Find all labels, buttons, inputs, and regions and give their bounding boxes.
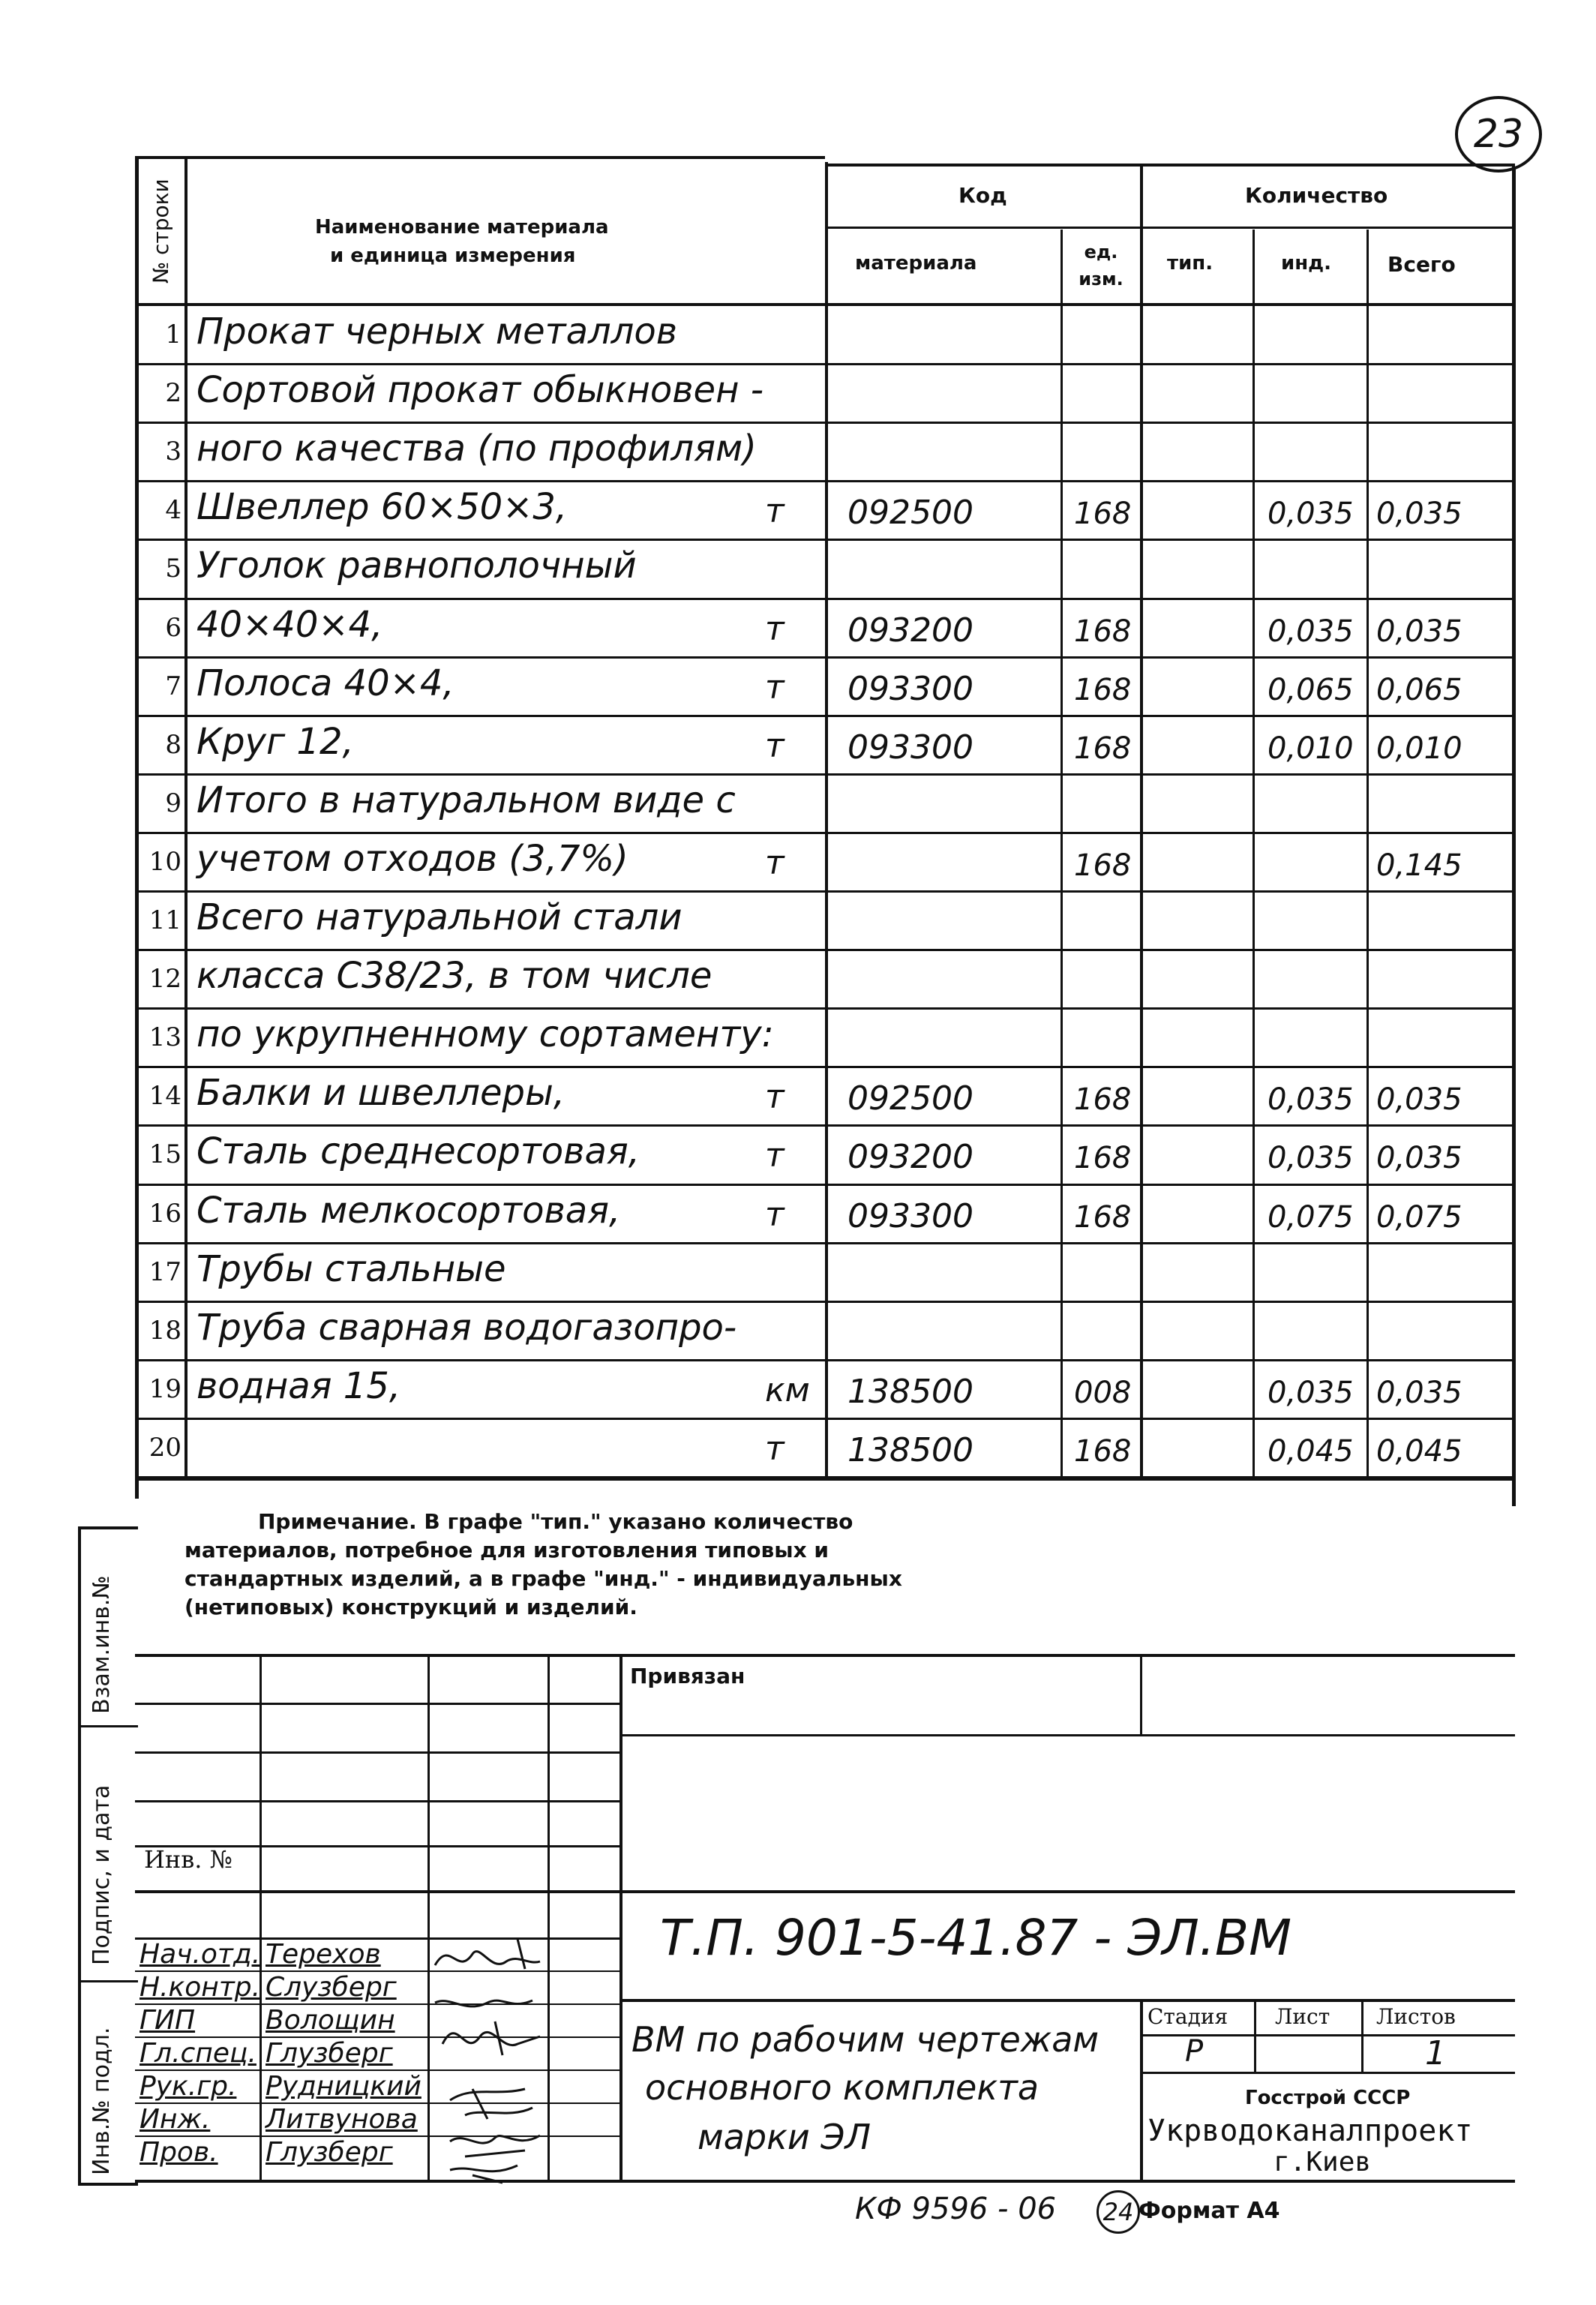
row-code: 093200 bbox=[848, 611, 974, 650]
row-code: 093300 bbox=[848, 728, 974, 767]
stamp-stage-label: Стадия bbox=[1148, 2004, 1228, 2029]
stamp-designation: Т.П. 901-5-41.87 - ЭЛ.ВМ bbox=[660, 1909, 1292, 1967]
stamp-role: Гл.спец. bbox=[140, 2038, 256, 2069]
row-number: 10 bbox=[148, 846, 182, 877]
row-number: 9 bbox=[165, 788, 182, 818]
row-unit-code: 168 bbox=[1074, 1199, 1132, 1235]
side-label-inv: Инв.№ подл. bbox=[88, 2027, 115, 2175]
row-qty-total: 0,035 bbox=[1376, 497, 1462, 532]
row-code: 093200 bbox=[848, 1138, 974, 1177]
header-qty-typ: тип. bbox=[1167, 252, 1214, 275]
row-qty-ind: 0,035 bbox=[1268, 1082, 1354, 1118]
note-line-4: (нетиповых) конструкций и изделий. bbox=[184, 1595, 638, 1619]
row-code: 138500 bbox=[848, 1372, 974, 1411]
row-name: Балки и швеллеры, bbox=[196, 1072, 566, 1115]
stamp-role-name: Глузберг bbox=[266, 2038, 393, 2069]
row-code: 093300 bbox=[848, 1196, 974, 1235]
stamp-inv-no: Инв. № bbox=[144, 1845, 232, 1874]
header-code-material: материала bbox=[855, 252, 977, 275]
row-name: Итого в натуральном виде с bbox=[196, 779, 736, 821]
header-row-number: № строки bbox=[148, 179, 173, 284]
row-name: Сортовой прокат обыкновен - bbox=[196, 369, 764, 412]
stamp-org-line1: Госстрой СССР bbox=[1245, 2087, 1411, 2109]
row-number: 16 bbox=[148, 1198, 182, 1229]
row-qty-ind: 0,035 bbox=[1268, 1141, 1354, 1176]
row-code: 138500 bbox=[848, 1430, 974, 1469]
row-qty-total: 0,035 bbox=[1376, 1141, 1462, 1176]
header-name-line1: Наименование материала bbox=[315, 216, 609, 239]
row-name: Круг 12, bbox=[196, 720, 354, 763]
row-number: 4 bbox=[165, 495, 182, 526]
stamp-title-line1: ВМ по рабочим чертежам bbox=[632, 2019, 1100, 2060]
stamp-role-name: Глузберг bbox=[266, 2137, 393, 2168]
header-qty-total: Всего bbox=[1388, 252, 1456, 277]
row-number: 17 bbox=[148, 1256, 182, 1287]
row-name: по укрупненному сортаменту: bbox=[196, 1013, 774, 1056]
stamp-sheets-label: Листов bbox=[1376, 2004, 1456, 2029]
header-name-line2: и единица измерения bbox=[330, 245, 576, 267]
row-number: 5 bbox=[165, 554, 182, 584]
row-name: Сталь мелкосортовая, bbox=[196, 1189, 621, 1232]
row-qty-total: 0,035 bbox=[1376, 1082, 1462, 1118]
row-name: ного качества (по профилям) bbox=[196, 428, 757, 470]
row-qty-ind: 0,045 bbox=[1268, 1433, 1354, 1469]
row-unit: т bbox=[765, 726, 784, 765]
note-line-2: материалов, потребное для изготовления типовых и bbox=[184, 1538, 829, 1562]
row-code: 092500 bbox=[848, 494, 974, 533]
row-unit: т bbox=[765, 609, 784, 648]
stamp-role: Пров. bbox=[140, 2137, 218, 2168]
side-label-vzam: Взам.инв.№ bbox=[88, 1575, 115, 1714]
row-qty-total: 0,075 bbox=[1376, 1199, 1462, 1235]
stamp-sheets-value: 1 bbox=[1425, 2034, 1446, 2072]
page-number bbox=[1455, 96, 1542, 173]
stamp-role: ГИП bbox=[140, 2005, 196, 2036]
row-unit-code: 168 bbox=[1074, 672, 1132, 707]
signatures bbox=[420, 1931, 570, 2186]
stamp-role-name: Литвунова bbox=[266, 2104, 418, 2135]
row-number: 19 bbox=[148, 1373, 182, 1404]
row-qty-total: 0,145 bbox=[1376, 848, 1462, 883]
row-unit-code: 168 bbox=[1074, 614, 1132, 649]
stamp-role: Инж. bbox=[140, 2104, 211, 2135]
stamp-role-name: Слузберг bbox=[266, 1972, 397, 2003]
row-unit-code: 168 bbox=[1074, 1082, 1132, 1118]
row-name: Прокат черных металлов bbox=[196, 311, 677, 353]
row-number: 7 bbox=[165, 671, 182, 701]
row-unit-code: 168 bbox=[1074, 1141, 1132, 1176]
note-line-3: стандартных изделий, а в графе "инд." - индивидуальных bbox=[184, 1566, 902, 1591]
row-name: Сталь среднесортовая, bbox=[196, 1130, 640, 1173]
row-number: 20 bbox=[148, 1432, 182, 1463]
row-qty-ind: 0,010 bbox=[1268, 731, 1354, 766]
row-unit: т bbox=[765, 1078, 784, 1117]
row-unit: км bbox=[765, 1370, 810, 1409]
row-number: 8 bbox=[165, 729, 182, 760]
row-qty-ind: 0,035 bbox=[1268, 497, 1354, 532]
header-qty-ind: инд. bbox=[1281, 252, 1332, 275]
row-code: 092500 bbox=[848, 1079, 974, 1118]
row-number: 11 bbox=[148, 905, 182, 935]
row-name: Полоса 40×4, bbox=[196, 662, 454, 704]
row-qty-ind: 0,035 bbox=[1268, 614, 1354, 649]
stamp-role: Н.контр. bbox=[140, 1972, 261, 2003]
row-number: 1 bbox=[165, 320, 182, 350]
row-qty-ind: 0,065 bbox=[1268, 672, 1354, 707]
stamp-role: Нач.отд. bbox=[140, 1939, 261, 1970]
row-number: 3 bbox=[165, 437, 182, 467]
header-code-unit: ед. изм. bbox=[1078, 242, 1124, 290]
row-name: Уголок равнополочный bbox=[196, 545, 637, 587]
row-qty-total: 0,065 bbox=[1376, 672, 1462, 707]
side-label-podpis: Подпис, и дата bbox=[88, 1784, 115, 1965]
footer-code: КФ 9596 - 06 bbox=[855, 2192, 1057, 2226]
row-unit-code: 168 bbox=[1074, 848, 1132, 883]
footer-circled-text: 24 bbox=[1102, 2198, 1134, 2226]
note-line-1: Примечание. В графе "тип." указано количество bbox=[258, 1509, 854, 1534]
row-unit: т bbox=[765, 1429, 784, 1468]
row-unit-code: 168 bbox=[1074, 1433, 1132, 1469]
row-number: 12 bbox=[148, 964, 182, 995]
row-unit: т bbox=[765, 1195, 784, 1234]
row-qty-total: 0,045 bbox=[1376, 1433, 1462, 1469]
row-unit-code: 168 bbox=[1074, 731, 1132, 766]
row-name: 40×40×4, bbox=[196, 603, 383, 646]
stamp-role-name: Терехов bbox=[266, 1939, 381, 1970]
row-qty-total: 0,035 bbox=[1376, 614, 1462, 649]
stamp-role-name: Волощин bbox=[266, 2005, 395, 2036]
row-name: Всего натуральной стали bbox=[196, 896, 682, 938]
stamp-org-line3: г.Киев bbox=[1274, 2147, 1372, 2177]
row-unit: т bbox=[765, 668, 784, 707]
footer-circled-number bbox=[1096, 2190, 1140, 2234]
header-quantity: Количество bbox=[1245, 183, 1388, 208]
row-number: 2 bbox=[165, 378, 182, 409]
row-name: Труба сварная водогазопро- bbox=[196, 1306, 737, 1349]
row-code: 093300 bbox=[848, 669, 974, 708]
stamp-stage-value: Р bbox=[1185, 2034, 1204, 2069]
row-name: Трубы стальные bbox=[196, 1247, 506, 1290]
row-unit: т bbox=[765, 843, 784, 882]
row-number: 13 bbox=[148, 1022, 182, 1053]
stamp-role: Рук.гр. bbox=[140, 2071, 237, 2102]
row-name: учетом отходов (3,7%) bbox=[196, 837, 628, 880]
row-unit-code: 168 bbox=[1074, 497, 1132, 532]
stamp-title-line2: основного комплекта bbox=[645, 2067, 1040, 2108]
row-qty-total: 0,035 bbox=[1376, 1375, 1462, 1410]
row-unit-code: 008 bbox=[1074, 1375, 1132, 1410]
row-number: 18 bbox=[148, 1315, 182, 1346]
row-unit: т bbox=[765, 1136, 784, 1175]
header-code: Код bbox=[958, 183, 1007, 208]
row-name: класса С38/23, в том числе bbox=[196, 955, 712, 998]
stamp-sheet-label: Лист bbox=[1275, 2004, 1330, 2029]
row-number: 15 bbox=[148, 1139, 182, 1170]
row-name: Швеллер 60×50×3, bbox=[196, 486, 568, 529]
row-qty-ind: 0,075 bbox=[1268, 1199, 1354, 1235]
row-number: 6 bbox=[165, 612, 182, 643]
stamp-role-name: Рудницкий bbox=[266, 2071, 422, 2102]
row-qty-total: 0,010 bbox=[1376, 731, 1462, 766]
stamp-privyazan: Привязан bbox=[630, 1664, 746, 1688]
stamp-title-line3: марки ЭЛ bbox=[698, 2117, 872, 2157]
row-number: 14 bbox=[148, 1081, 182, 1112]
stamp-org-line2: Укрводоканалпроект bbox=[1148, 2114, 1473, 2148]
row-qty-ind: 0,035 bbox=[1268, 1375, 1354, 1410]
row-unit: т bbox=[765, 492, 784, 531]
row-name: водная 15, bbox=[196, 1364, 401, 1407]
footer-format: Формат А4 bbox=[1138, 2198, 1280, 2224]
page-number-text: 23 bbox=[1473, 112, 1524, 157]
